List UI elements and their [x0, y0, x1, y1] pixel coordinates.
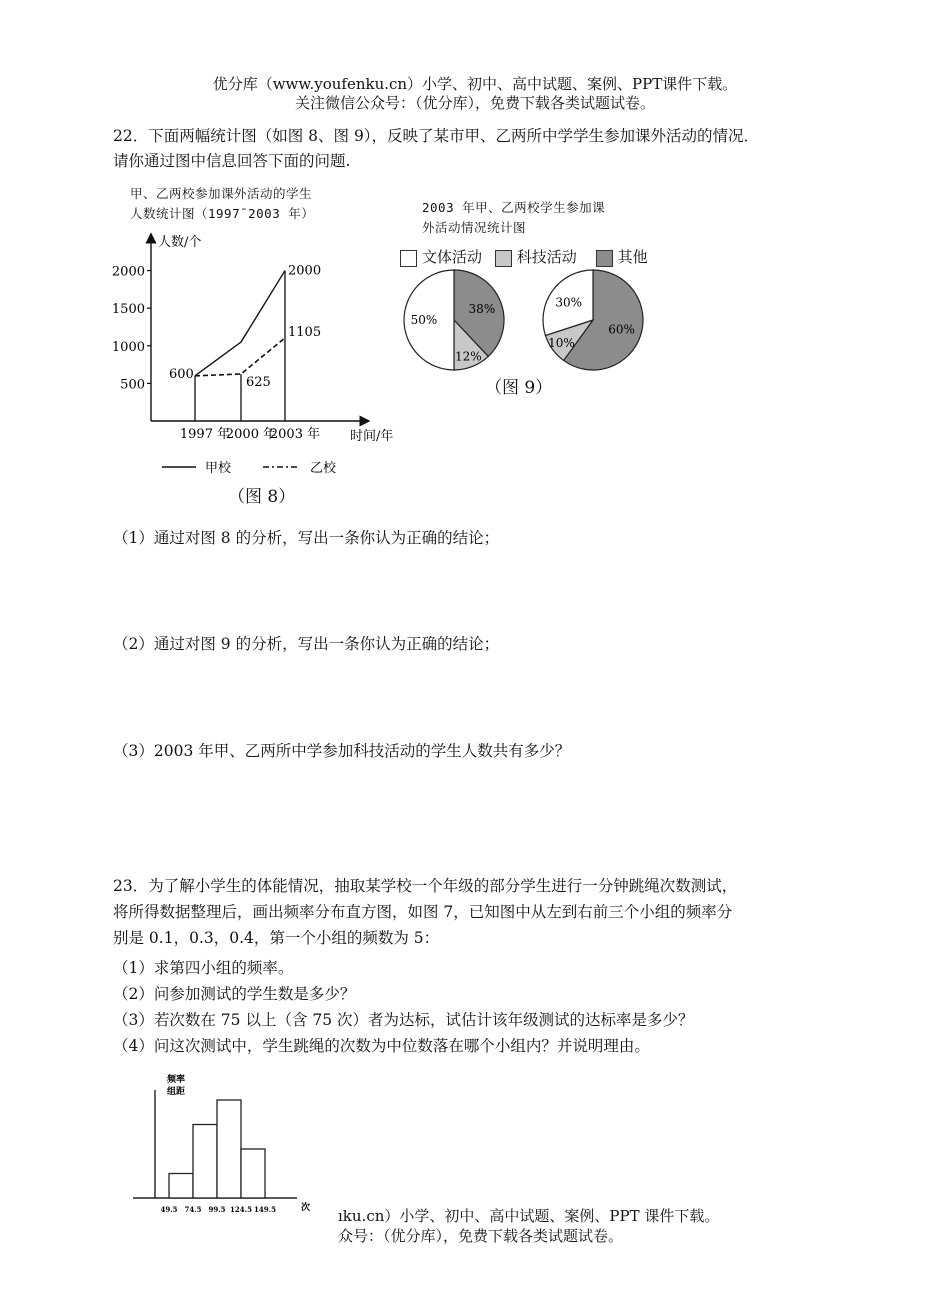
histogram-tick-label: 74.5 [184, 1205, 202, 1214]
histogram-tick-label: 149.5 [254, 1205, 276, 1214]
q22-stem-line-1: 22．下面两幅统计图（如图 8、图 9），反映了某市甲、乙两所中学学生参加课外活动的情况． [113, 127, 760, 145]
pie-label: 10% [548, 335, 575, 350]
q23-sub-3: （3）若次数在 75 以上（含 75 次）者为达标，试估计该年级测试的达标率是多少？ [113, 1011, 694, 1029]
y-tick-label: 500 [120, 377, 145, 393]
q23-stem-line-1: 23．为了解小学生的体能情况，抽取某学校一个年级的部分学生进行一分钟跳绳次数测试， [113, 877, 738, 895]
q23-sub-4: （4）问这次测试中，学生跳绳的次数为中位数落在哪个小组内？并说明理由。 [113, 1037, 650, 1055]
data-label: 1105 [288, 324, 322, 340]
histogram-tick-label: 99.5 [208, 1205, 226, 1214]
legend-label: 文体活动 [422, 248, 483, 266]
pie-label: 38% [468, 301, 496, 316]
q23-sub-2: （2）问参加测试的学生数是多少？ [113, 985, 356, 1003]
x-category-label: 2000 年 [225, 427, 277, 442]
y-tick-label: 1000 [111, 339, 145, 355]
q23-stem-line-2: 将所得数据整理后，画出频率分布直方图，如图 7，已知图中从左到右前三个小组的频率分 [113, 903, 733, 921]
x-axis-label: 时间/年 [350, 429, 394, 444]
q23-sub-1: （1）求第四小组的频率。 [113, 959, 294, 977]
legend-label-jia: 甲校 [205, 461, 232, 476]
histogram-bar [193, 1125, 217, 1199]
legend-label: 其他 [617, 248, 648, 266]
hist-xlabel: 次 [301, 1203, 311, 1213]
footer-line-2: 众号：（优分库），免费下载各类试题试卷。 [338, 1227, 624, 1245]
y-axis-label: 人数/个 [158, 235, 202, 250]
data-label: 2000 [288, 263, 322, 279]
footer-line-1: ıku.cn）小学、初中、高中试题、案例、PPT 课件下载。 [338, 1207, 720, 1225]
q22-stem-line-2: 请你通过图中信息回答下面的问题. [113, 152, 351, 170]
histogram-tick-label: 49.5 [160, 1205, 178, 1214]
legend-label: 科技活动 [516, 248, 577, 266]
q22-sub-1: （1）通过对图 8 的分析，写出一条你认为正确的结论； [113, 529, 500, 547]
histogram-bar [169, 1174, 193, 1199]
fig8-line-chart [110, 228, 420, 488]
y-tick-label: 1500 [111, 302, 145, 318]
fig8-title-line-1: 甲、乙两校参加课外活动的学生 [130, 186, 313, 201]
fig9-caption: （图 9） [485, 378, 553, 398]
q23-stem-line-3: 别是 0.1，0.3，0.4，第一个小组的频数为 5： [113, 929, 440, 947]
histogram-tick-label: 124.5 [230, 1205, 252, 1214]
header-line-2: 关注微信公众号：（优分库），免费下载各类试题试卷。 [294, 94, 655, 112]
q22-sub-3: （3）2003 年甲、乙两所中学参加科技活动的学生人数共有多少？ [113, 742, 571, 760]
q22-sub-2: （2）通过对图 9 的分析，写出一条你认为正确的结论； [113, 635, 500, 653]
series-jia-line [195, 271, 285, 376]
pie-label: 30% [555, 295, 583, 310]
histogram-bar [217, 1100, 241, 1198]
fig9-title-line-2: 外活动情况统计图 [422, 220, 527, 235]
pie-label: 12% [455, 349, 482, 364]
fig7-histogram [125, 1070, 325, 1220]
data-label: 625 [246, 374, 271, 390]
header-line-1: 优分库（www.youfenku.cn）小学、初中、高中试题、案例、PPT课件下载。 [212, 75, 738, 93]
legend-label-yi: 乙校 [310, 461, 337, 476]
pie-label: 50% [410, 313, 438, 327]
x-category-label: 2003 年 [269, 427, 321, 442]
fig9-title-line-1: 2003 年甲、乙两校学生参加课 [422, 200, 606, 215]
fig9-pie-charts [395, 264, 655, 376]
data-label: 600 [169, 366, 194, 382]
fig8-caption: （图 8） [228, 487, 296, 507]
hist-ylabel-1: 频率 [167, 1075, 186, 1085]
histogram-bar [241, 1149, 265, 1198]
x-category-label: 1997 年 [179, 427, 231, 442]
pie-label: 60% [608, 322, 635, 337]
hist-ylabel-2: 组距 [167, 1087, 186, 1097]
fig8-title-line-2: 人数统计图（1997¯2003 年） [130, 206, 315, 221]
y-tick-label: 2000 [111, 264, 145, 280]
